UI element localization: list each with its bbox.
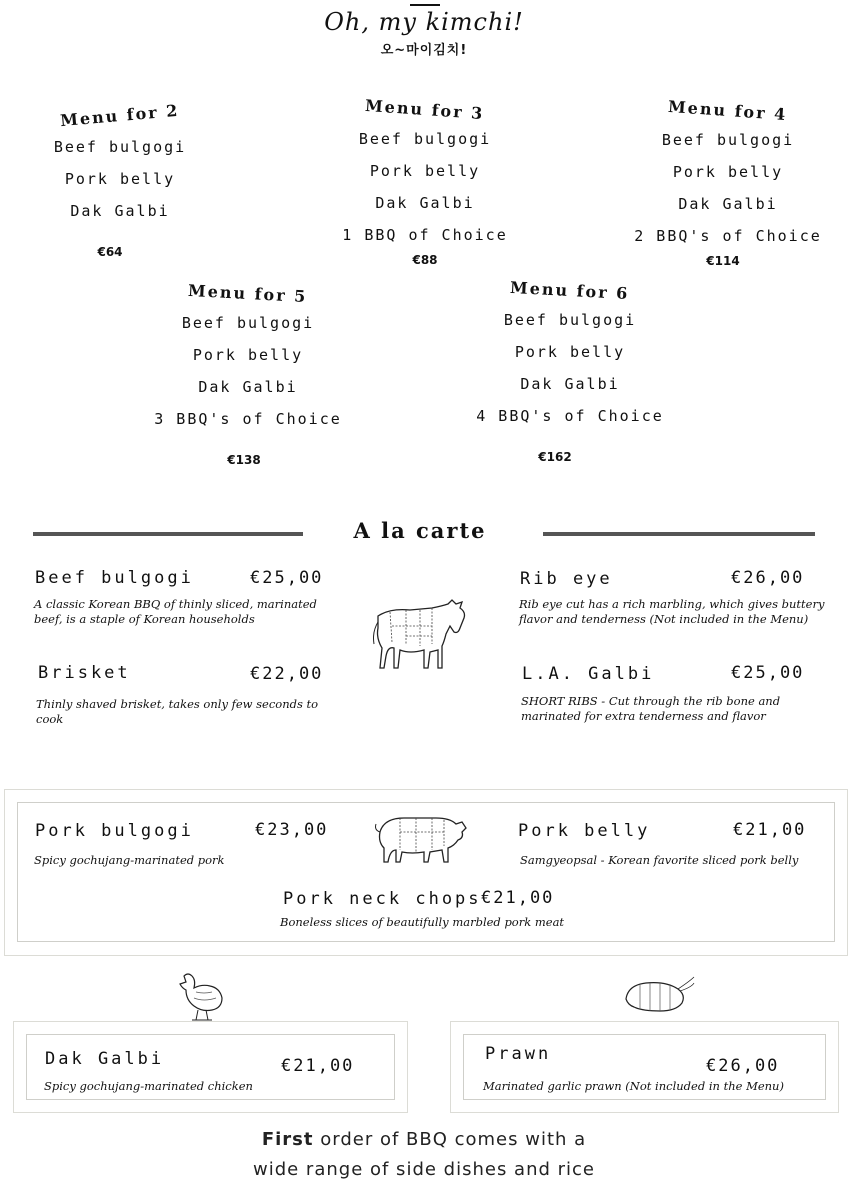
dish-description: Rib eye cut has a rich marbling, which gives buttery flavor and tenderness (Not included in the Menu) bbox=[519, 597, 825, 626]
menu-title: Menu for 2 bbox=[59, 100, 181, 131]
menu-price: €162 bbox=[538, 450, 572, 464]
dish-price: €25,00 bbox=[731, 663, 805, 683]
menu-title: Menu for 6 bbox=[509, 277, 631, 304]
menu-item: Dak Galbi bbox=[198, 378, 298, 396]
menu-item: Beef bulgogi bbox=[503, 311, 637, 329]
menu-item: Dak Galbi bbox=[70, 202, 170, 220]
title-decoration bbox=[410, 4, 440, 6]
pig-icon bbox=[370, 810, 470, 866]
menu-for-4 bbox=[618, 96, 838, 268]
dish-price: €26,00 bbox=[731, 568, 805, 588]
menu-item: Pork belly bbox=[369, 162, 481, 180]
dish-description: Boneless slices of beautifully marbled pork meat bbox=[280, 915, 565, 929]
menu-item: Beef bulgogi bbox=[358, 130, 492, 148]
dish-price: €26,00 bbox=[706, 1056, 780, 1076]
dish-description: Samgyeopsal - Korean favorite sliced pork belly bbox=[520, 853, 799, 867]
menu-item: Beef bulgogi bbox=[53, 138, 187, 156]
prawn-icon bbox=[620, 975, 696, 1017]
menu-price: €88 bbox=[412, 253, 438, 267]
menu-items bbox=[10, 131, 230, 227]
dish-description: Thinly shaved brisket, takes only few seconds to cook bbox=[36, 697, 319, 726]
menu-for-2 bbox=[10, 100, 230, 259]
menu-item: 1 BBQ of Choice bbox=[342, 226, 508, 244]
menu-title: Menu for 5 bbox=[187, 280, 309, 307]
dish-name: Dak Galbi bbox=[45, 1049, 165, 1069]
footer-line-1 bbox=[0, 1125, 848, 1155]
section-title: A la carte bbox=[353, 518, 487, 543]
menu-price: €114 bbox=[706, 254, 740, 268]
dish-description: Spicy gochujang-marinated chicken bbox=[44, 1079, 253, 1093]
prawn-box-frame bbox=[450, 1021, 839, 1113]
menu-item: Pork belly bbox=[514, 343, 626, 361]
menu-item: 2 BBQ's of Choice bbox=[634, 227, 822, 245]
menu-title: Menu for 3 bbox=[364, 95, 486, 124]
menu-item: Beef bulgogi bbox=[661, 131, 795, 149]
restaurant-subtitle: 오~마이김치! bbox=[380, 43, 468, 58]
menu-item: Pork belly bbox=[64, 170, 176, 188]
menu-for-3 bbox=[315, 95, 535, 267]
footer-emphasis: First bbox=[261, 1129, 314, 1150]
menu-price: €64 bbox=[97, 245, 123, 259]
menu-item: Beef bulgogi bbox=[181, 314, 315, 332]
dish-price: €25,00 bbox=[250, 568, 324, 588]
dish-price: €23,00 bbox=[255, 820, 329, 840]
footer-note bbox=[0, 1125, 848, 1185]
dish-name: Prawn bbox=[485, 1044, 552, 1064]
divider-right bbox=[543, 532, 815, 536]
dish-name: L.A. Galbi bbox=[522, 664, 655, 684]
menu-for-5 bbox=[138, 280, 358, 467]
menu-items bbox=[138, 307, 358, 435]
menu-price: €138 bbox=[227, 453, 261, 467]
dish-price: €21,00 bbox=[481, 888, 555, 908]
menu-item: Dak Galbi bbox=[678, 195, 778, 213]
dish-name: Pork belly bbox=[518, 821, 651, 841]
menu-item: Dak Galbi bbox=[375, 194, 475, 212]
footer-line-2: wide range of side dishes and rice bbox=[252, 1159, 596, 1180]
dish-price: €21,00 bbox=[733, 820, 807, 840]
dish-price: €22,00 bbox=[250, 664, 324, 684]
menu-items bbox=[618, 124, 838, 252]
dish-name: Pork neck chops bbox=[283, 889, 482, 909]
dish-price: €21,00 bbox=[281, 1056, 355, 1076]
footer-line-1-text: order of BBQ comes with a bbox=[313, 1129, 587, 1150]
restaurant-title: Oh, my kimchi! bbox=[324, 8, 524, 36]
menu-item: 4 BBQ's of Choice bbox=[476, 407, 664, 425]
menu-item: Pork belly bbox=[192, 346, 304, 364]
dish-description: A classic Korean BBQ of thinly sliced, marinated beef, is a staple of Korean households bbox=[34, 597, 317, 626]
menu-item: Dak Galbi bbox=[520, 375, 620, 393]
divider-left bbox=[33, 532, 303, 536]
dish-name: Pork bulgogi bbox=[35, 821, 194, 841]
menu-item: 3 BBQ's of Choice bbox=[154, 410, 342, 428]
dish-name: Brisket bbox=[38, 663, 131, 683]
dish-name: Rib eye bbox=[520, 569, 613, 589]
menu-items bbox=[460, 304, 680, 432]
menu-item: Pork belly bbox=[672, 163, 784, 181]
cow-icon bbox=[370, 598, 470, 674]
dish-description: Spicy gochujang-marinated pork bbox=[34, 853, 225, 867]
dish-description: SHORT RIBS - Cut through the rib bone and marinated for extra tenderness and flavor bbox=[521, 694, 781, 723]
chicken-icon bbox=[178, 970, 228, 1022]
dish-name: Beef bulgogi bbox=[35, 568, 194, 588]
dish-description: Marinated garlic prawn (Not included in the Menu) bbox=[483, 1079, 784, 1093]
menu-items bbox=[315, 123, 535, 251]
menu-title: Menu for 4 bbox=[667, 96, 789, 125]
menu-for-6 bbox=[460, 277, 680, 464]
